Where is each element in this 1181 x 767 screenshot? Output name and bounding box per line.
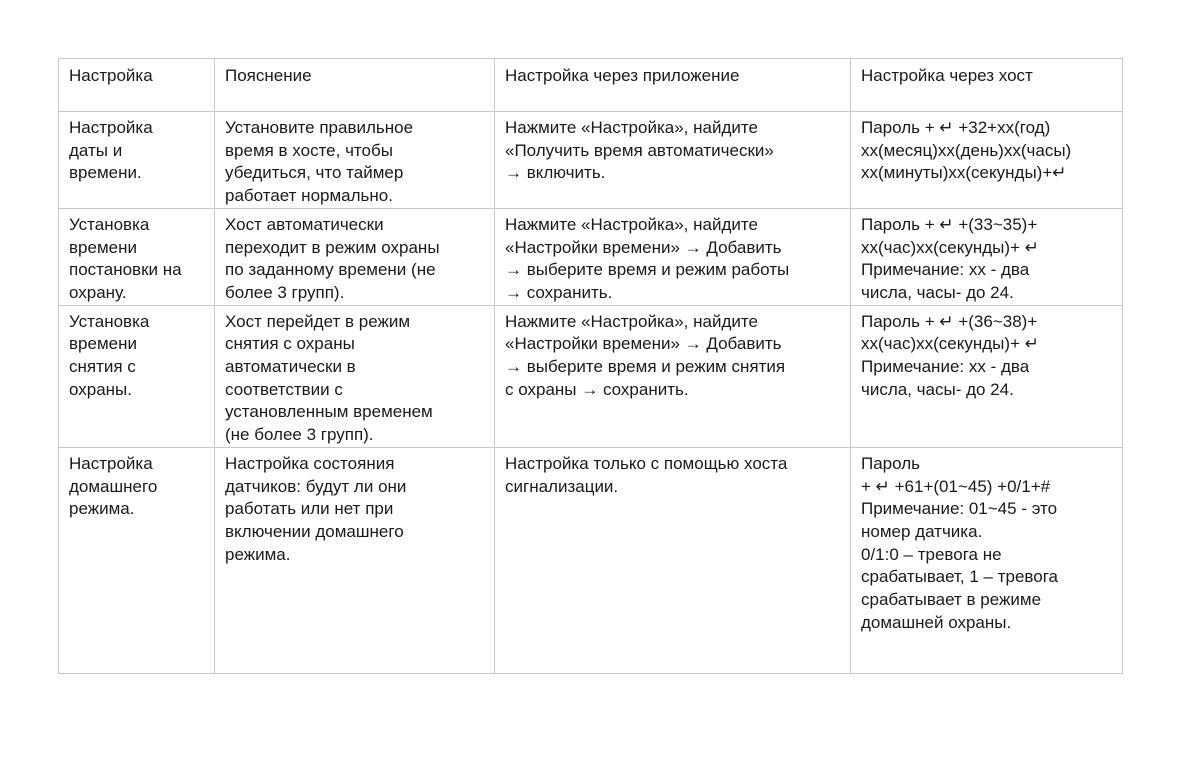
cell-setting: Настройка даты и времени. (59, 112, 215, 209)
cell-setting: Настройка домашнего режима. (59, 447, 215, 673)
table-header-row (59, 59, 1123, 112)
cell-via-app: Нажмите «Настройка», найдите «Настройки времени» → Добавить → выберите время и режим работы → сохранить. (495, 208, 851, 305)
table-row (59, 208, 1123, 305)
header-setting: Настройка (59, 59, 215, 112)
cell-explanation: Настройка состояния датчиков: будут ли они работать или нет при включении домашнего режима. (215, 447, 495, 673)
cell-setting: Установка времени постановки на охрану. (59, 208, 215, 305)
cell-via-host: Пароль + ↵ +(33~35)+ хх(час)хх(секунды)+ ↵ Примечание: хх - два числа, часы- до 24. (851, 208, 1123, 305)
cell-explanation: Хост автоматически переходит в режим охраны по заданному времени (не более 3 групп). (215, 208, 495, 305)
cell-via-host: Пароль + ↵ +32+хх(год) хх(месяц)хх(день)хх(часы) хх(минуты)хх(секунды)+↵ (851, 112, 1123, 209)
cell-via-app: Нажмите «Настройка», найдите «Получить время автоматически» → включить. (495, 112, 851, 209)
header-via-host: Настройка через хост (851, 59, 1123, 112)
header-explanation: Пояснение (215, 59, 495, 112)
table-row (59, 305, 1123, 447)
cell-via-app: Нажмите «Настройка», найдите «Настройки времени» → Добавить → выберите время и режим снятия с охраны → сохранить. (495, 305, 851, 447)
cell-via-host: Пароль + ↵ +61+(01~45) +0/1+# Примечание: 01~45 - это номер датчика. 0/1:0 – тревога не срабатывает, 1 – тревога срабатывает в режиме домашней охраны. (851, 447, 1123, 673)
cell-via-app: Настройка только с помощью хоста сигнализации. (495, 447, 851, 673)
header-via-app: Настройка через приложение (495, 59, 851, 112)
table-row (59, 447, 1123, 673)
cell-explanation: Установите правильное время в хосте, чтобы убедиться, что таймер работает нормально. (215, 112, 495, 209)
cell-via-host: Пароль + ↵ +(36~38)+ хх(час)хх(секунды)+ ↵ Примечание: хх - два числа, часы- до 24. (851, 305, 1123, 447)
settings-table (58, 58, 1123, 674)
cell-setting: Установка времени снятия с охраны. (59, 305, 215, 447)
cell-explanation: Хост перейдет в режим снятия с охраны автоматически в соответствии с установленным временем (не более 3 групп). (215, 305, 495, 447)
table-row (59, 112, 1123, 209)
